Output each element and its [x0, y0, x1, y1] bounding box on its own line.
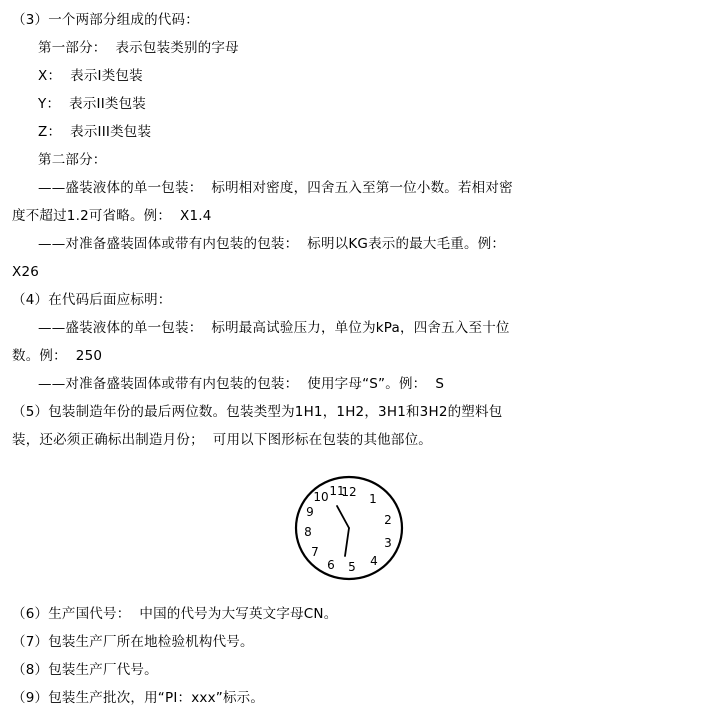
paragraph-line: ——盛装液体的单一包装： 标明相对密度，四舍五入至第一位小数。若相对密: [38, 180, 513, 196]
paragraph-line: 度不超过1.2可省略。例： X1.4: [12, 208, 212, 224]
clock-numeral-11: 11: [328, 484, 345, 498]
paragraph-line: （6）生产国代号： 中国的代号为大写英文字母CN。: [12, 606, 338, 622]
paragraph-line: Z： 表示III类包装: [38, 124, 152, 140]
paragraph-line: ——对准备盛装固体或带有内包装的包装： 标明以KG表示的最大毛重。例：: [38, 236, 506, 252]
paragraph-line: （7）包装生产厂所在地检验机构代号。: [12, 634, 254, 650]
document-body-top: [12, 6, 695, 454]
clock-numeral-5: 5: [347, 560, 356, 574]
clock-numeral-4: 4: [369, 554, 378, 568]
paragraph-line: （5）包装制造年份的最后两位数。包装类型为1H1，1H2，3H1和3H2的塑料包: [12, 404, 503, 420]
paragraph-line: （4）在代码后面应标明：: [12, 292, 172, 308]
paragraph-line: ——盛装液体的单一包装： 标明最高试验压力，单位为kPa，四舍五入至十位: [38, 320, 510, 336]
clock-numeral-1: 1: [368, 492, 377, 506]
paragraph-line: ——对准备盛装固体或带有内包装的包装： 使用字母“S”。例： S: [38, 376, 445, 392]
clock-figure: [2, 472, 695, 584]
clock-svg: [293, 472, 405, 584]
clock-numeral-9: 9: [305, 505, 314, 519]
paragraph-line: 装，还必须正确标出制造月份； 可用以下图形标在包装的其他部位。: [12, 432, 432, 448]
clock-numeral-6: 6: [326, 558, 335, 572]
paragraph-line: （3）一个两部分组成的代码：: [12, 12, 199, 28]
clock-numeral-8: 8: [303, 525, 312, 539]
paragraph-line: X26: [12, 264, 40, 280]
paragraph-line: 第一部分： 表示包装类别的字母: [38, 40, 239, 56]
clock-numeral-7: 7: [310, 545, 319, 559]
document-body-bottom: [12, 600, 695, 712]
paragraph-line: 数。例： 250: [12, 348, 103, 364]
clock-numeral-10: 10: [312, 490, 329, 504]
paragraph-line: X： 表示I类包装: [38, 68, 143, 84]
paragraph-line: （8）包装生产厂代号。: [12, 662, 158, 678]
paragraph-line: （9）包装生产批次，用“PI：xxx”标示。: [12, 690, 265, 706]
paragraph-line: 第二部分：: [38, 152, 107, 168]
clock-face: [293, 472, 405, 584]
clock-numeral-2: 2: [383, 513, 392, 527]
clock-numeral-12: 12: [340, 485, 357, 499]
paragraph-line: Y： 表示II类包装: [38, 96, 146, 112]
clock-numeral-3: 3: [383, 536, 392, 550]
